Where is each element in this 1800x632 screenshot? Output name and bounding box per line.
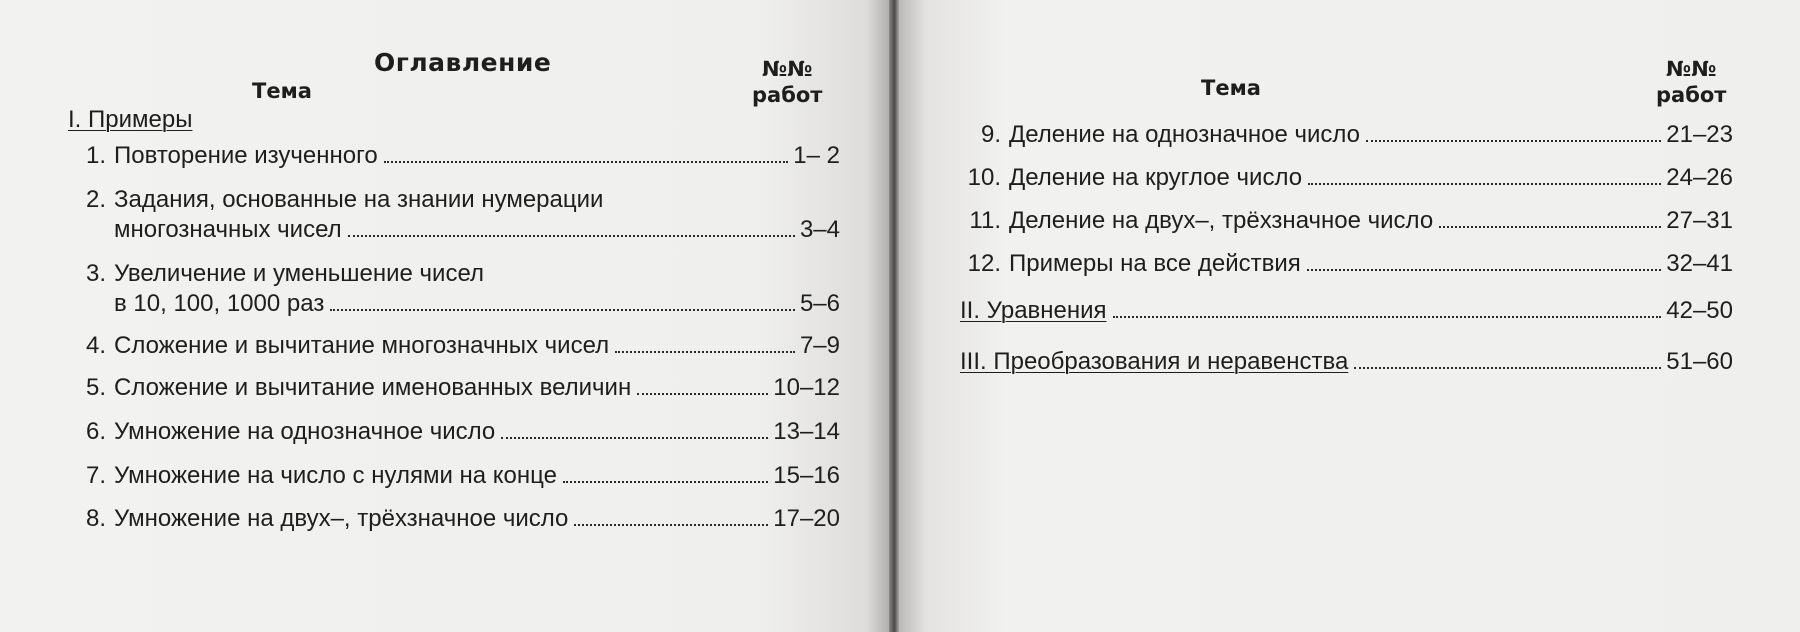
toc-entry bbox=[72, 141, 840, 171]
entry-number: 3. bbox=[85, 260, 106, 287]
entry-number: 5. bbox=[85, 374, 106, 401]
entry-title: Деление на круглое число bbox=[1009, 164, 1303, 191]
entry-pages: 17–20 bbox=[773, 505, 840, 532]
entry-number: 4. bbox=[85, 332, 106, 359]
section-entry bbox=[960, 347, 1733, 377]
dot-leader bbox=[1439, 226, 1661, 228]
column-topic-header: Тема bbox=[252, 79, 312, 103]
toc-title: Оглавление bbox=[374, 48, 552, 77]
toc-entry bbox=[72, 461, 840, 491]
entry-pages: 5–6 bbox=[799, 290, 840, 317]
dot-leader bbox=[615, 351, 795, 353]
toc-entry bbox=[72, 259, 840, 319]
dot-leader bbox=[1366, 140, 1661, 142]
entry-title: Умножение на однозначное число bbox=[114, 418, 496, 445]
entry-title: в 10, 100, 1000 раз bbox=[114, 290, 325, 317]
toc-entry bbox=[72, 417, 840, 447]
toc-entry bbox=[72, 373, 840, 403]
entry-pages: 10–12 bbox=[773, 374, 840, 401]
left-page bbox=[0, 0, 893, 632]
toc-entry bbox=[957, 249, 1733, 279]
right-page bbox=[899, 0, 1800, 632]
toc-entry bbox=[957, 163, 1733, 193]
entry-pages: 24–26 bbox=[1666, 164, 1733, 191]
entry-pages: 32–41 bbox=[1666, 250, 1733, 277]
dot-leader bbox=[1307, 269, 1661, 271]
entry-number: 7. bbox=[85, 462, 106, 489]
entry-number: 10. bbox=[967, 164, 1001, 191]
column-topic-header: Тема bbox=[1201, 76, 1261, 100]
column-works-header bbox=[1656, 56, 1726, 108]
entry-pages: 7–9 bbox=[799, 332, 840, 359]
entry-pages: 27–31 bbox=[1666, 207, 1733, 234]
toc-entry bbox=[72, 504, 840, 534]
entry-title: Увеличение и уменьшение чисел bbox=[114, 260, 485, 287]
column-works-line: №№ bbox=[1665, 57, 1717, 81]
dot-leader bbox=[1354, 367, 1661, 369]
entry-title: многозначных чисел bbox=[114, 216, 342, 243]
entry-number: 6. bbox=[85, 418, 106, 445]
dot-leader bbox=[563, 481, 768, 483]
entry-number: 8. bbox=[85, 505, 106, 532]
section-heading: I. Примеры bbox=[68, 106, 193, 133]
entry-number: 1. bbox=[85, 142, 106, 169]
entry-title: Задания, основанные на знании нумерации bbox=[114, 186, 604, 213]
entry-title: Повторение изученного bbox=[114, 142, 378, 169]
section-heading: III. Преобразования и неравенства bbox=[960, 348, 1349, 375]
entry-number: 11. bbox=[969, 207, 1001, 234]
toc-entry bbox=[72, 185, 840, 245]
entry-title: Умножение на двух–, трёхзначное число bbox=[114, 505, 569, 532]
toc-entry bbox=[72, 331, 840, 361]
entry-pages: 3–4 bbox=[799, 216, 840, 243]
dot-leader bbox=[384, 161, 789, 163]
entry-number: 12. bbox=[967, 250, 1001, 277]
entry-title: Сложение и вычитание многозначных чисел bbox=[114, 332, 610, 359]
entry-title: Умножение на число с нулями на конце bbox=[114, 462, 557, 489]
column-works-header bbox=[752, 56, 822, 108]
entry-title: Деление на однозначное число bbox=[1009, 121, 1360, 148]
entry-pages: 1– 2 bbox=[793, 142, 840, 169]
dot-leader bbox=[637, 393, 768, 395]
column-works-line: №№ bbox=[761, 57, 813, 81]
dot-leader bbox=[574, 524, 768, 526]
section-entry bbox=[960, 296, 1733, 326]
section-pages: 51–60 bbox=[1666, 348, 1733, 375]
entry-pages: 21–23 bbox=[1666, 121, 1733, 148]
entry-number: 2. bbox=[85, 186, 106, 213]
entry-title: Сложение и вычитание именованных величин bbox=[114, 374, 632, 401]
dot-leader bbox=[330, 309, 795, 311]
column-works-line: работ bbox=[752, 83, 823, 107]
column-works-line: работ bbox=[1656, 83, 1727, 107]
dot-leader bbox=[501, 437, 768, 439]
section-pages: 42–50 bbox=[1666, 297, 1733, 324]
entry-pages: 15–16 bbox=[773, 462, 840, 489]
dot-leader bbox=[348, 235, 795, 237]
entry-pages: 13–14 bbox=[773, 418, 840, 445]
section-heading: II. Уравнения bbox=[960, 297, 1107, 324]
toc-entry bbox=[957, 206, 1733, 236]
entry-number: 9. bbox=[980, 121, 1001, 148]
entry-title: Примеры на все действия bbox=[1009, 250, 1301, 277]
entry-title: Деление на двух–, трёхзначное число bbox=[1009, 207, 1434, 234]
dot-leader bbox=[1113, 316, 1662, 318]
dot-leader bbox=[1308, 183, 1661, 185]
toc-entry bbox=[957, 120, 1733, 150]
